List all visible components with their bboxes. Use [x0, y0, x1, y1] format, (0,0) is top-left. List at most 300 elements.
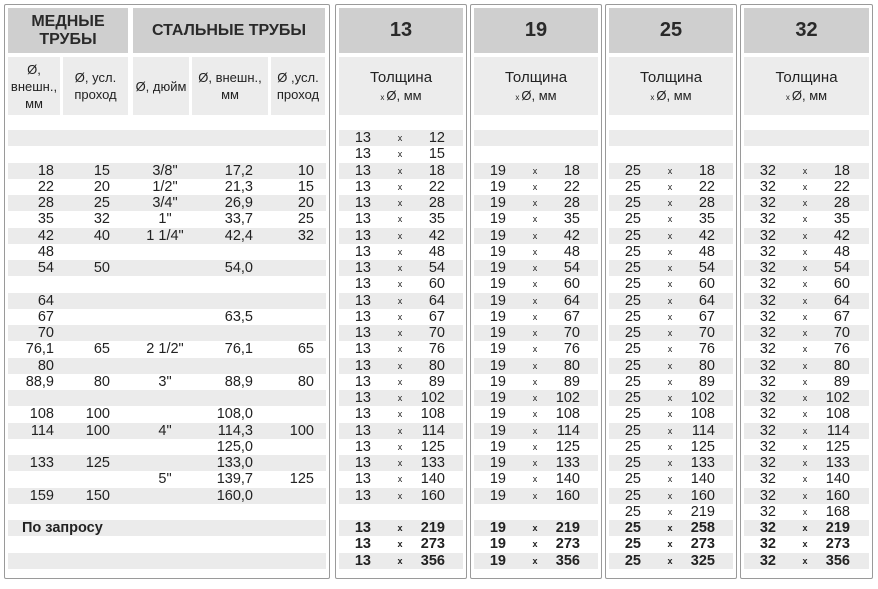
- steel-inch-size: 4": [158, 422, 172, 439]
- table-row: [744, 163, 869, 179]
- thickness-value: 25: [624, 552, 641, 569]
- table-row: [744, 423, 869, 439]
- diameter-value: 89: [698, 373, 715, 390]
- table-row: [609, 455, 733, 471]
- table-row: [744, 146, 869, 162]
- thickness-value: 19: [489, 260, 506, 276]
- diameter-value: 64: [833, 292, 850, 309]
- table-row: [339, 536, 463, 552]
- table-row: [8, 179, 326, 195]
- diameter-label: Ø, мм: [656, 88, 692, 103]
- times-sign: x: [532, 458, 538, 468]
- table-row: [609, 406, 733, 422]
- table-row: [474, 488, 598, 504]
- times-sign: x: [667, 523, 673, 533]
- table-row: [474, 244, 598, 260]
- table-row: [744, 553, 869, 569]
- thickness-value: 19: [489, 357, 506, 374]
- thickness-value: 13: [354, 325, 371, 341]
- times-sign: x: [667, 295, 673, 306]
- table-row: [474, 504, 598, 520]
- table-row: [339, 423, 463, 439]
- thickness-value: 13: [354, 487, 371, 504]
- diameter-value: 28: [698, 195, 715, 211]
- table-row: [8, 260, 326, 276]
- thickness-value: 25: [624, 227, 641, 244]
- times-sign: x: [532, 555, 538, 566]
- times-sign: x: [802, 555, 808, 566]
- table-row: [8, 553, 326, 569]
- steel-outer-diameter: 108,0: [216, 406, 253, 423]
- thickness-table-32: [740, 4, 873, 579]
- diameter-value: 15: [428, 146, 445, 163]
- copper-header: МЕДНЫЕ ТРУБЫ: [8, 8, 128, 53]
- diameter-value: 76: [698, 341, 715, 358]
- thickness-value: 32: [759, 325, 776, 341]
- table-row: [609, 471, 733, 487]
- table-row: [339, 146, 463, 162]
- table-row: [609, 374, 733, 390]
- steel-nominal-bore: 80: [297, 373, 314, 390]
- diameter-value: 140: [825, 471, 850, 488]
- steel-nominal-bore: 65: [297, 341, 314, 358]
- times-sign: x: [802, 441, 808, 452]
- diameter-value: 133: [420, 455, 445, 471]
- table-row: [8, 358, 326, 374]
- thickness-value: 32: [759, 227, 776, 244]
- table-row: [744, 341, 869, 357]
- table-row: [744, 374, 869, 390]
- diameter-value: 160: [690, 487, 715, 504]
- times-sign: x: [397, 149, 403, 160]
- thickness-value: 19: [489, 406, 506, 423]
- table-row: [339, 179, 463, 195]
- times-sign: x: [802, 376, 808, 387]
- diameter-value: 70: [563, 325, 580, 341]
- table-row: [8, 309, 326, 325]
- times-sign: x: [667, 539, 673, 550]
- steel-inch-size: 1": [158, 211, 172, 228]
- thickness-value: 25: [624, 406, 641, 423]
- table-row: [8, 488, 326, 504]
- times-sign: x: [802, 458, 808, 468]
- thickness-value: 25: [624, 455, 641, 471]
- thickness-value: 25: [624, 373, 641, 390]
- table-row: [609, 211, 733, 227]
- times-sign: x: [515, 93, 520, 102]
- table-row: [474, 455, 598, 471]
- diameter-value: 133: [825, 455, 850, 471]
- copper-nominal-bore: 125: [85, 455, 110, 471]
- diameter-value: 28: [833, 195, 850, 211]
- times-sign: x: [667, 474, 673, 485]
- diameter-value: 89: [563, 373, 580, 390]
- table-row: [8, 423, 326, 439]
- thickness-value: 25: [624, 438, 641, 455]
- thickness-value: 25: [624, 341, 641, 358]
- times-sign: x: [667, 360, 673, 371]
- diameter-value: 48: [563, 243, 580, 260]
- times-sign: x: [397, 246, 403, 257]
- table-row: [474, 390, 598, 406]
- diameter-value: 28: [428, 195, 445, 211]
- steel-nominal-bore: 25: [297, 211, 314, 228]
- diameter-value: 160: [555, 487, 580, 504]
- thickness-value: 32: [759, 162, 776, 179]
- diameter-value: 258: [690, 520, 715, 536]
- table-row: [744, 276, 869, 292]
- times-sign: x: [532, 246, 538, 257]
- steel-inch-size: 3": [158, 373, 172, 390]
- times-sign: x: [667, 458, 673, 468]
- thickness-value: 32: [759, 520, 776, 536]
- table-row: [744, 130, 869, 146]
- thickness-value: 13: [354, 146, 371, 163]
- thickness-value: 25: [624, 520, 641, 536]
- times-sign: x: [667, 214, 673, 225]
- thickness-value: 25: [624, 243, 641, 260]
- table-row: [474, 146, 598, 162]
- table-row: [609, 553, 733, 569]
- diameter-label: Ø, мм: [386, 88, 422, 103]
- diameter-value: 108: [690, 406, 715, 423]
- steel-nominal-bore: 125: [289, 471, 314, 488]
- thickness-table-25: [605, 4, 737, 579]
- diameter-value: 76: [563, 341, 580, 358]
- thickness-value: 32: [759, 422, 776, 439]
- steel-outer-diameter: 76,1: [224, 341, 253, 358]
- times-sign: x: [667, 263, 673, 273]
- table-row: [8, 228, 326, 244]
- thickness-value: 19: [489, 178, 506, 195]
- times-sign: x: [802, 360, 808, 371]
- diameter-value: 12: [428, 130, 445, 146]
- steel-inch-size: 3/4": [152, 195, 178, 211]
- diameter-value: 67: [698, 308, 715, 325]
- table-row: [609, 276, 733, 292]
- times-sign: x: [532, 441, 538, 452]
- thickness-value: 19: [489, 162, 506, 179]
- table-row: [744, 504, 869, 520]
- times-sign: x: [802, 311, 808, 322]
- table-row: [609, 244, 733, 260]
- table-subheader: [744, 57, 869, 115]
- diameter-label: Ø, мм: [521, 88, 557, 103]
- table-row: [8, 439, 326, 455]
- times-sign: x: [802, 506, 808, 517]
- table-row: [744, 471, 869, 487]
- table-row: [744, 406, 869, 422]
- table-row: [339, 406, 463, 422]
- table-row: [8, 244, 326, 260]
- table-row: [474, 439, 598, 455]
- thickness-value: 32: [759, 390, 776, 406]
- table-row: [8, 374, 326, 390]
- steel-outer-diameter: 133,0: [216, 455, 253, 471]
- thickness-value: 32: [759, 487, 776, 504]
- table-row: [339, 325, 463, 341]
- table-row: [339, 309, 463, 325]
- table-row: [609, 260, 733, 276]
- diameter-value: 108: [555, 406, 580, 423]
- thickness-value: 13: [354, 471, 371, 488]
- times-sign: x: [667, 506, 673, 517]
- thickness-value: 25: [624, 211, 641, 228]
- times-sign: x: [802, 165, 808, 176]
- diameter-value: 356: [420, 552, 445, 569]
- copper-outer-diameter: 108: [29, 406, 54, 423]
- times-sign: x: [397, 165, 403, 176]
- table-row: [339, 341, 463, 357]
- table-row: [339, 163, 463, 179]
- table-row: [8, 504, 326, 520]
- diameter-value: 54: [833, 260, 850, 276]
- diameter-value: 325: [690, 552, 715, 569]
- times-sign: x: [397, 181, 403, 192]
- diameter-value: 102: [690, 390, 715, 406]
- diameter-value: 108: [825, 406, 850, 423]
- on-request-label: По запросу: [22, 520, 103, 536]
- diameter-value: 80: [563, 357, 580, 374]
- times-sign: x: [802, 425, 808, 436]
- thickness-value: 19: [489, 308, 506, 325]
- times-sign: x: [397, 263, 403, 273]
- diameter-value: 18: [563, 162, 580, 179]
- copper-outer-diameter: 35: [37, 211, 54, 228]
- times-sign: x: [802, 246, 808, 257]
- thickness-value: 32: [759, 536, 776, 553]
- steel-outer-diameter: 26,9: [224, 195, 253, 211]
- thickness-value: 13: [354, 227, 371, 244]
- times-sign: x: [397, 328, 403, 338]
- table-row: [609, 536, 733, 552]
- thickness-value: 19: [489, 536, 506, 553]
- times-sign: x: [397, 474, 403, 485]
- times-sign: x: [532, 263, 538, 273]
- diameter-value: 80: [833, 357, 850, 374]
- copper-nominal-bore: 65: [93, 341, 110, 358]
- table-row: [8, 211, 326, 227]
- times-sign: x: [397, 555, 403, 566]
- table-row: [339, 488, 463, 504]
- times-sign: x: [532, 328, 538, 338]
- times-sign: x: [667, 555, 673, 566]
- times-sign: x: [397, 409, 403, 420]
- table-row: [609, 179, 733, 195]
- table-row: [744, 455, 869, 471]
- diameter-value: 125: [690, 438, 715, 455]
- table-row: [339, 390, 463, 406]
- table-row: [744, 211, 869, 227]
- diameter-value: 18: [698, 162, 715, 179]
- thickness-value: 32: [759, 178, 776, 195]
- diameter-value: 18: [428, 162, 445, 179]
- times-sign: x: [532, 295, 538, 306]
- copper-nominal-bore: 150: [85, 487, 110, 504]
- times-sign: x: [397, 133, 403, 143]
- thickness-value: 19: [489, 471, 506, 488]
- thickness-value: 32: [759, 503, 776, 520]
- table-row: [8, 471, 326, 487]
- diameter-value: 22: [833, 178, 850, 195]
- copper-nominal-bore: 15: [93, 162, 110, 179]
- copper-nominal-bore: 25: [93, 195, 110, 211]
- copper-outer-diameter: 42: [37, 227, 54, 244]
- copper-nominal-bore: 100: [85, 422, 110, 439]
- table-row: [474, 195, 598, 211]
- thickness-value: 32: [759, 357, 776, 374]
- diameter-value: 80: [428, 357, 445, 374]
- diameter-value: 35: [698, 211, 715, 228]
- table-header: 25: [609, 8, 733, 53]
- diameter-value: 102: [555, 390, 580, 406]
- table-row: [8, 455, 326, 471]
- diameter-value: 54: [698, 260, 715, 276]
- steel-nominal-bore: 20: [297, 195, 314, 211]
- steel-header: СТАЛЬНЫЕ ТРУБЫ: [133, 8, 325, 53]
- times-sign: x: [802, 409, 808, 420]
- times-sign: x: [397, 539, 403, 550]
- table-header: 32: [744, 8, 869, 53]
- copper-outer-diameter: 76,1: [25, 341, 54, 358]
- thickness-value: 13: [354, 422, 371, 439]
- times-sign: x: [785, 93, 790, 102]
- times-sign: x: [667, 181, 673, 192]
- thickness-value: 25: [624, 308, 641, 325]
- table-row: [339, 195, 463, 211]
- thickness-label: Толщина: [775, 69, 838, 86]
- table-row: [744, 179, 869, 195]
- table-row: [744, 536, 869, 552]
- diameter-value: 219: [555, 520, 580, 536]
- diameter-value: 168: [825, 503, 850, 520]
- copper-outer-diameter: 70: [37, 325, 54, 341]
- times-sign: x: [532, 409, 538, 420]
- diameter-value: 114: [691, 422, 715, 439]
- thickness-value: 13: [354, 357, 371, 374]
- thickness-value: 19: [489, 390, 506, 406]
- thickness-value: 19: [489, 227, 506, 244]
- table-row: [8, 341, 326, 357]
- times-sign: x: [397, 311, 403, 322]
- diameter-value: 22: [428, 178, 445, 195]
- steel-outer-diameter: 114,3: [217, 422, 253, 439]
- thickness-label: Толщина: [369, 69, 433, 86]
- diameter-label: Ø, мм: [791, 88, 828, 103]
- diameter-value: 22: [563, 178, 580, 195]
- thickness-value: 13: [354, 373, 371, 390]
- times-sign: x: [532, 474, 538, 485]
- diameter-value: 35: [563, 211, 580, 228]
- table-row: [339, 211, 463, 227]
- thickness-value: 13: [354, 536, 371, 553]
- times-sign: x: [397, 279, 403, 290]
- table-row: [474, 536, 598, 552]
- times-sign: x: [397, 198, 403, 208]
- diameter-value: 76: [428, 341, 445, 358]
- times-sign: x: [667, 441, 673, 452]
- diameter-value: 35: [428, 211, 445, 228]
- thickness-value: 13: [354, 243, 371, 260]
- times-sign: x: [532, 198, 538, 208]
- thickness-value: 13: [354, 130, 371, 146]
- table-row: [609, 358, 733, 374]
- diameter-value: 273: [555, 536, 580, 553]
- diameter-value: 125: [420, 438, 445, 455]
- times-sign: x: [397, 295, 403, 306]
- steel-outer-diameter: 88,9: [224, 373, 253, 390]
- copper-nominal-bore: 80: [93, 373, 110, 390]
- diameter-value: 273: [825, 536, 850, 553]
- sub-steel-inch: Ø, дюйм: [133, 57, 189, 115]
- times-sign: x: [532, 360, 538, 371]
- thickness-value: 25: [624, 390, 641, 406]
- times-sign: x: [802, 344, 808, 355]
- times-sign: x: [397, 214, 403, 225]
- table-row: [474, 325, 598, 341]
- times-sign: x: [802, 474, 808, 485]
- table-row: [339, 439, 463, 455]
- left-panel: [4, 4, 330, 579]
- table-row: [744, 260, 869, 276]
- times-sign: x: [802, 295, 808, 306]
- times-sign: x: [667, 409, 673, 420]
- table-row: [339, 260, 463, 276]
- table-row: [609, 325, 733, 341]
- table-row: [339, 130, 463, 146]
- times-sign: x: [397, 458, 403, 468]
- diameter-value: 102: [420, 390, 445, 406]
- times-sign: x: [667, 230, 673, 241]
- table-row: [474, 130, 598, 146]
- times-sign: x: [380, 93, 385, 102]
- thickness-value: 13: [354, 260, 371, 276]
- table-row: [744, 358, 869, 374]
- thickness-value: 32: [759, 438, 776, 455]
- table-row: [339, 228, 463, 244]
- table-row: [744, 325, 869, 341]
- diameter-value: 54: [563, 260, 580, 276]
- thickness-table-19: [470, 4, 602, 579]
- table-row: [744, 244, 869, 260]
- steel-outer-diameter: 125,0: [216, 438, 253, 455]
- diameter-value: 18: [833, 162, 850, 179]
- times-sign: x: [532, 539, 538, 550]
- thickness-value: 32: [759, 471, 776, 488]
- times-sign: x: [667, 328, 673, 338]
- steel-inch-size: 1/2": [152, 178, 178, 195]
- table-row: [609, 195, 733, 211]
- thickness-value: 19: [489, 438, 506, 455]
- times-sign: x: [802, 181, 808, 192]
- table-row: [8, 520, 326, 536]
- thickness-value: 13: [354, 292, 371, 309]
- table-row: [474, 260, 598, 276]
- table-row: [474, 374, 598, 390]
- steel-nominal-bore: 100: [289, 422, 314, 439]
- diameter-value: 48: [698, 243, 715, 260]
- thickness-value: 19: [489, 373, 506, 390]
- diameter-value: 64: [428, 292, 445, 309]
- table-row: [339, 520, 463, 536]
- thickness-value: 25: [624, 325, 641, 341]
- table-row: [609, 146, 733, 162]
- table-row: [8, 146, 326, 162]
- diameter-value: 273: [420, 536, 445, 553]
- diameter-value: 60: [833, 276, 850, 293]
- table-row: [339, 276, 463, 292]
- times-sign: x: [397, 376, 403, 387]
